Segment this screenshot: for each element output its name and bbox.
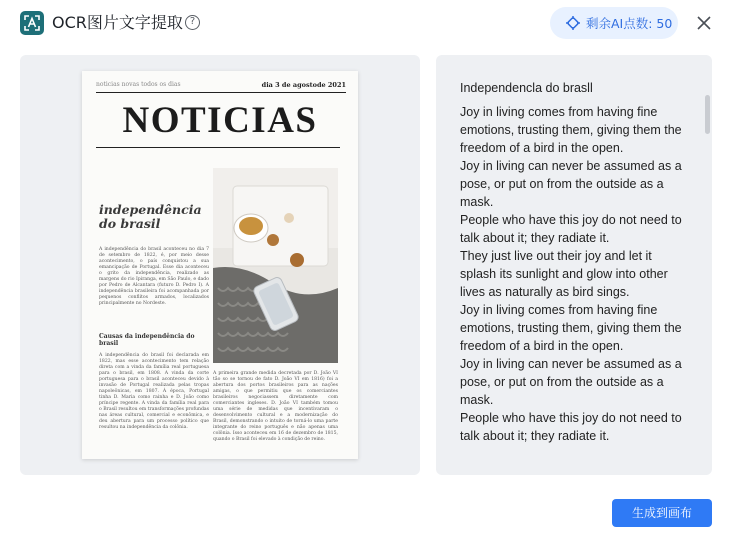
ocr-text-line: Joy in living comes from having fine [460,303,658,317]
ocr-text-line: mask. [460,393,494,407]
ocr-title: Independencla do brasll [460,81,593,95]
ocr-result-panel[interactable] [436,55,712,475]
newspaper-paragraph: A independência do brasil foi declarada em 1822, mas esse acontecimento tem relação direta com a vinda da família real portuguesa para o brasil, em 1808. A vinda da corte portuguesa para o brasil aconteceu devido à invasão de Portugal realizada pelas tropas napoleônicas, em 1807. À época, Portugal tinha D. Maria como rainha e D. João como príncipe regente. A vinda da família real para o Brasil resultou em transformações profundas nas áreas cultural, comercial e econômica, e deu abertura para um processo político que resultou na independência da colônia. [99,353,209,430]
ocr-text-line: emotions, trusting them, giving them the [460,321,682,335]
ocr-text-line: People who have this joy do not need to [460,213,682,227]
ocr-text-line: talk about it; they radiate it. [460,231,610,245]
ocr-text-line: lives as naturally as bird sings. [460,285,630,299]
ocr-text-line: Joy in living can never be assumed as a [460,159,682,173]
app-logo-icon [20,11,44,35]
ocr-text-line: mask. [460,195,494,209]
close-button[interactable] [694,13,714,33]
newspaper-date: dia 3 de agostode 2021 [261,81,346,89]
ocr-text-line: emotions, trusting them, giving them the [460,123,682,137]
app-title: OCR图片文字提取 [52,13,183,32]
scrollbar[interactable] [705,95,710,134]
ocr-text-line: They just live out their joy and let it [460,249,652,263]
ocr-text-line: freedom of a bird in the open. [460,339,624,353]
newspaper-paragraph: A independência do brasil aconteceu no dia 7 de setembro de 1822, é, por meio desse acontecimento, o país conquistou a sua emancipação de Portugal. Esse dia aconteceu o grito da independência, realizado as margens do rio Ipiranga, em São Paulo, e dado por Pedro de Alcantara (futuro D. Pedro I). A independência brasileira foi acompanhada por pequenos conflitos armados, localizados principalmente no Nordeste. [99,247,209,306]
ocr-text-line: People who have this joy do not need to [460,411,682,425]
newspaper-paragraph: A primeira grande medida decretada por D. João VI tão so se tornou de fato D. João VI em 1816) foi a abertura dos portos brasileiros para as nações amigas, o que permitiu que os comerciantes brasileiros negociassem diretamente com comerciantes ingleses. D. João VI também tomou uma série de medidas que incentivaram o desenvolvimento cultural e a modernização do Brasil, demonstrando o intuito de torná-lo uma parte integrante do reino português e não apenas uma colônia. Isso aconteceu em 16 de dezembro de 1815, quando o Brasil foi elevado à condição de reino. [213,371,338,442]
ocr-text-line: Joy in living can never be assumed as a [460,357,682,371]
close-icon [697,16,711,30]
divider [96,92,346,93]
ai-points-label: 剩余AI点数: 50 [586,16,673,31]
newspaper-subheading: Causas da independência do brasil [99,333,195,347]
ocr-text-line: Joy in living comes from having fine [460,105,658,119]
question-circle-icon[interactable]: ? [185,15,200,30]
ai-points-badge [550,7,678,39]
ocr-text-line: pose, or put on from the outside as a [460,375,664,389]
newspaper-photo [213,168,338,363]
newspaper-tagline: noticias novas todos os dias [96,81,181,88]
ocr-lines [460,103,700,445]
ocr-text-content[interactable] [460,77,700,445]
newspaper-headline: independência do brasil [99,202,202,231]
newspaper-masthead: NOTICIAS [122,100,318,141]
divider [96,147,340,148]
ocr-text-line: pose, or put on from the outside as a [460,177,664,191]
scan-icon [565,15,581,31]
image-preview-panel [20,55,420,475]
generate-to-canvas-button[interactable]: 生成到画布 [612,499,712,527]
ocr-text-line: freedom of a bird in the open. [460,141,624,155]
ocr-text-line: splash its sunlight and glow into other [460,267,668,281]
ocr-text-line: talk about it; they radiate it. [460,429,610,443]
newspaper-image [82,71,358,459]
